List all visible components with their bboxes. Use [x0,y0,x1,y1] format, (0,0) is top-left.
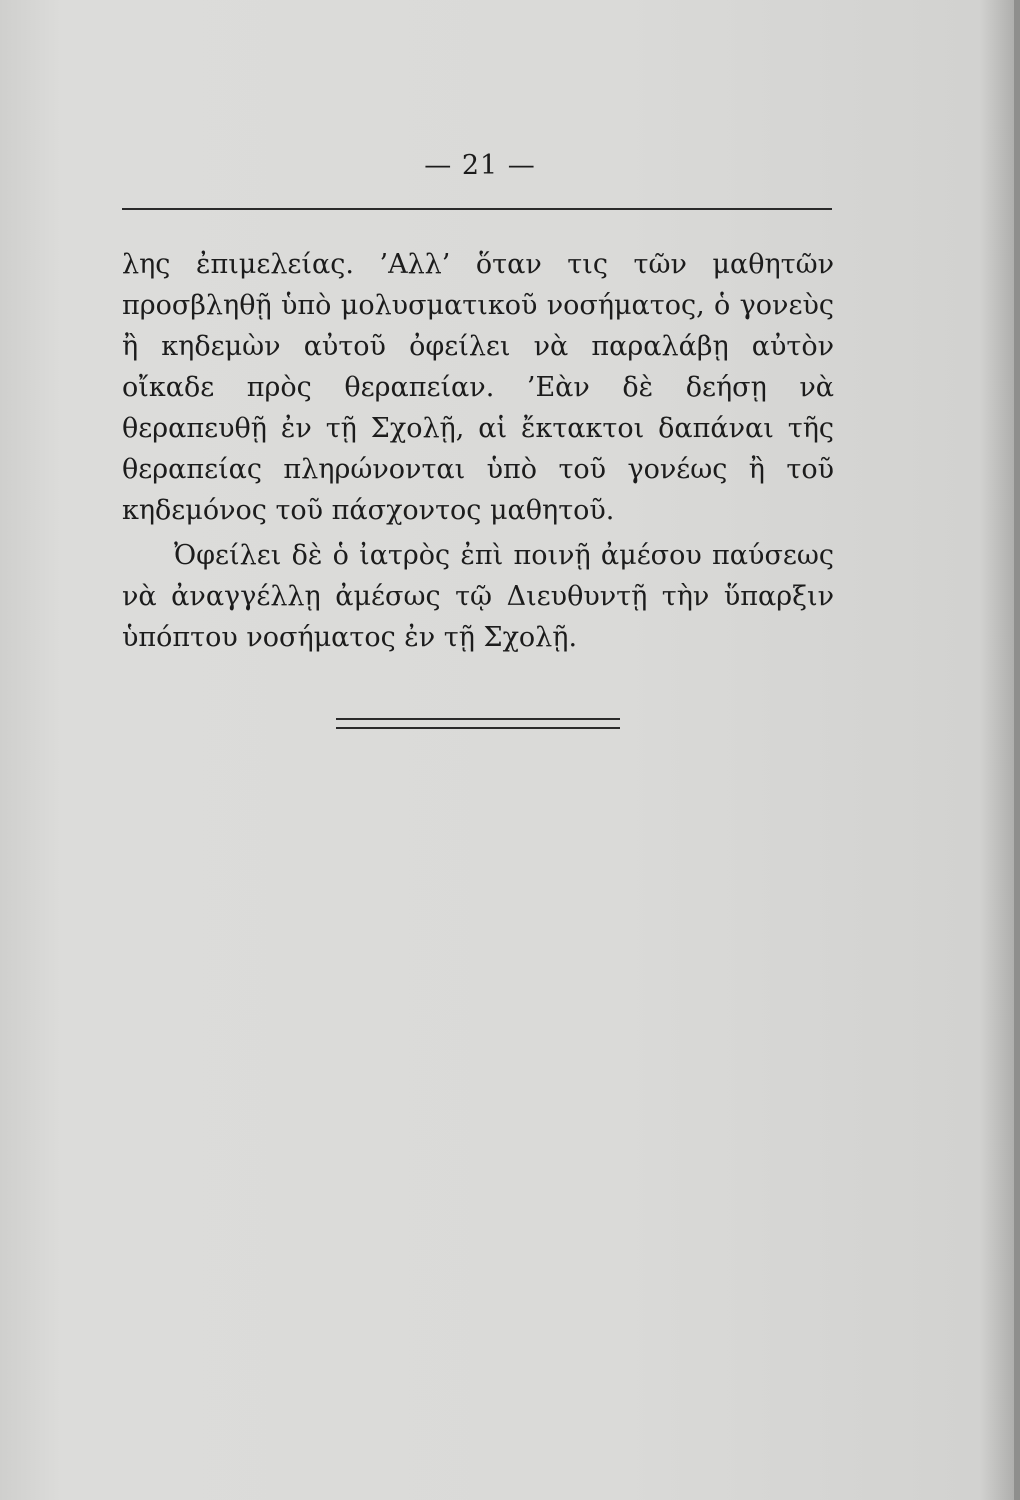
section-end-double-rule [336,718,620,729]
paragraph: λης ἐπιμελείας. ’Αλλ’ ὅταν τις τῶν μαθητῶν προσβληθῇ ὑπὸ μολυσματικοῦ νοσήματος, ὁ γονεὺς ἢ κηδεμὼν αὐτοῦ ὀφείλει νὰ παραλάβῃ αὐτὸν οἴκαδε πρὸς θεραπείαν. ’Εὰν δὲ δεήσῃ νὰ θεραπευθῇ ἐν τῇ Σχολῇ, αἱ ἔκτακτοι δαπάναι τῆς θεραπείας πληρώνονται ὑπὸ τοῦ γονέως ἢ τοῦ κηδεμόνος τοῦ πάσχοντος μαθητοῦ. [122,249,834,526]
page-edge [1014,0,1020,1500]
body-text [122,244,834,658]
paragraph: Ὀφείλει δὲ ὁ ἰατρὸς ἐπὶ ποινῇ ἀμέσου παύσεως νὰ ἀναγγέλλῃ ἀμέσως τῷ Διευθυντῇ τὴν ὕπαρξιν ὑπόπτου νοσήματος ἐν τῇ Σχολῇ. [122,540,834,653]
page-number: — 21 — [424,150,536,181]
header-rule [122,208,832,210]
